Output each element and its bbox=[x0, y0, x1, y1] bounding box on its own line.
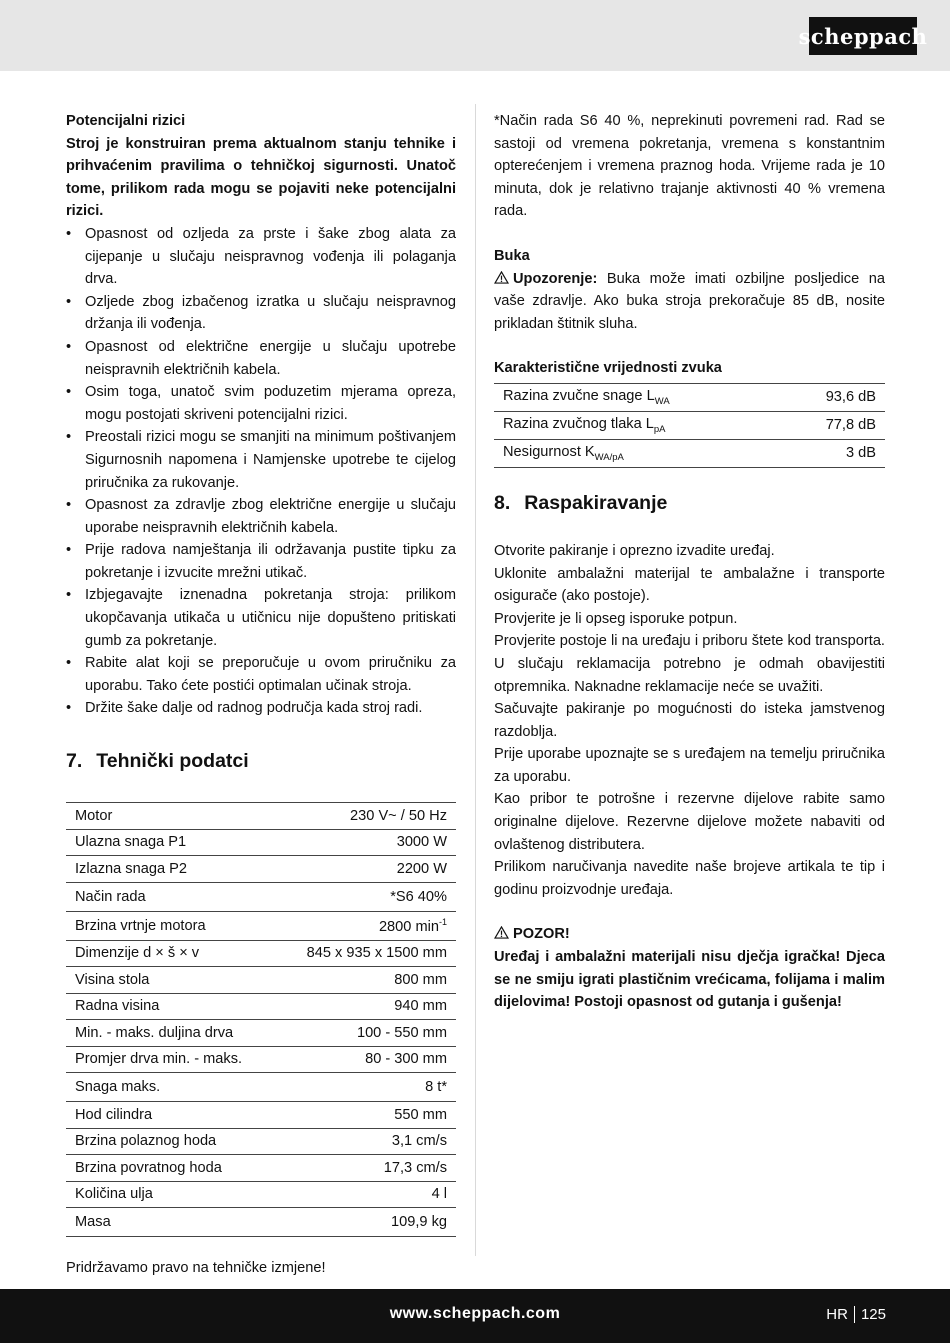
column-divider bbox=[475, 104, 476, 1256]
sound-label-subscript: pA bbox=[653, 423, 666, 435]
spec-label: Visina stola bbox=[66, 967, 276, 994]
spec-value-superscript: -1 bbox=[438, 916, 447, 927]
spec-label: Način rada bbox=[66, 882, 276, 911]
table-row bbox=[66, 1181, 456, 1208]
caution-text: Uređaj i ambalažni materijali nisu dječja igračka! Djeca se ne smiju igrati plastičnim vrećicama, folijama i malim dijelovima! Postoji opasnost od gutanja i gušenja! bbox=[494, 949, 885, 1011]
warning-triangle-icon bbox=[494, 926, 509, 939]
table-row bbox=[66, 1208, 456, 1237]
unpack-paragraph: Sačuvajte pakiranje po mogućnosti do isteka jamstvenog razdoblja. bbox=[494, 701, 885, 740]
caution-title bbox=[494, 923, 885, 946]
noise-title: Buka bbox=[494, 247, 530, 264]
noise-warning bbox=[494, 268, 885, 336]
table-row bbox=[66, 940, 456, 967]
spec-label: Promjer drva min. - maks. bbox=[66, 1046, 276, 1073]
spec-label: Radna visina bbox=[66, 993, 276, 1020]
spec-label: Ulazna snaga P1 bbox=[66, 829, 276, 856]
section-title: Tehnički podatci bbox=[96, 750, 249, 773]
table-row bbox=[66, 1102, 456, 1129]
language-code: HR bbox=[826, 1306, 848, 1323]
spec-label: Hod cilindra bbox=[66, 1102, 276, 1129]
unpack-paragraph: Provjerite je li opseg isporuke potpun. bbox=[494, 610, 738, 627]
list-item: • Ozljede zbog izbačenog izratka u slučaju neispravnog držanja ili vođenja. bbox=[66, 291, 456, 336]
warning-triangle-icon bbox=[494, 271, 509, 284]
sound-value: 93,6 dB bbox=[779, 383, 885, 411]
spec-label: Motor bbox=[66, 803, 276, 830]
table-row bbox=[494, 411, 885, 439]
list-item: • Opasnost za zdravlje zbog električne energije u slučaju uporabe neispravnih električnih kabela. bbox=[66, 494, 456, 539]
sound-label: Nesigurnost K bbox=[503, 443, 595, 460]
table-row bbox=[66, 856, 456, 883]
spec-value: 800 mm bbox=[276, 967, 456, 994]
list-item: • Prije radova namještanja ili održavanja pustite tipku za pokretanje i izvucite mrežni utikač. bbox=[66, 539, 456, 584]
page-indicator bbox=[826, 1306, 886, 1323]
spec-value: 845 x 935 x 1500 mm bbox=[276, 940, 456, 967]
spec-value: 2800 min bbox=[378, 918, 439, 935]
right-column bbox=[494, 110, 885, 1014]
table-row bbox=[66, 1046, 456, 1073]
sound-label: Razina zvučne snage L bbox=[503, 387, 655, 404]
scheppach-logo: scheppach bbox=[809, 17, 917, 55]
page-header bbox=[0, 0, 950, 71]
sound-label-subscript: WA bbox=[654, 395, 670, 407]
section-8-heading bbox=[494, 490, 885, 516]
sound-value: 77,8 dB bbox=[779, 411, 885, 439]
list-item: • Opasnost od električne energije u slučaju upotrebe neispravnih električnih kabela. bbox=[66, 336, 456, 381]
list-item: • Izbjegavajte iznenadna pokretanja stroja: prilikom ukopčavanja utikača u utičnicu nije dopušteno pritiskati gumb za pokretanje. bbox=[66, 584, 456, 652]
section-number: 7. bbox=[66, 750, 83, 773]
footer-separator bbox=[854, 1306, 855, 1323]
footer-url[interactable]: www.scheppach.com bbox=[389, 1305, 561, 1322]
left-column bbox=[66, 110, 456, 1280]
table-row bbox=[66, 1128, 456, 1155]
section-7-heading bbox=[66, 748, 456, 774]
table-row bbox=[66, 1020, 456, 1047]
noise-warning-label: Upozorenje: bbox=[513, 270, 598, 287]
spec-label: Dimenzije d × š × v bbox=[66, 940, 276, 967]
spec-value: 8 t* bbox=[276, 1073, 456, 1102]
spec-label: Brzina polaznog hoda bbox=[66, 1128, 276, 1155]
spec-label: Količina ulja bbox=[66, 1181, 276, 1208]
table-row bbox=[66, 1155, 456, 1182]
caution-label: POZOR! bbox=[513, 926, 570, 943]
list-item: • Rabite alat koji se preporučuje u ovom priručniku za uporabu. Tako ćete postići optimalan učinak stroja. bbox=[66, 652, 456, 697]
spec-value: 109,9 kg bbox=[276, 1208, 456, 1237]
spec-value: 100 - 550 mm bbox=[276, 1020, 456, 1047]
unpack-text bbox=[494, 540, 885, 902]
spec-value-cell bbox=[276, 911, 456, 940]
spec-table bbox=[66, 802, 456, 1237]
page-footer bbox=[0, 1289, 950, 1343]
unpack-paragraph: Uklonite ambalažni materijal te ambalažne i transporte osigurače (ako postoje). bbox=[494, 565, 885, 605]
table-row bbox=[66, 882, 456, 911]
sound-label-cell bbox=[494, 439, 779, 467]
reserve-note: Pridržavamo pravo na tehničke izmjene! bbox=[66, 1260, 326, 1277]
spec-value: 2200 W bbox=[276, 856, 456, 883]
spec-label: Masa bbox=[66, 1208, 276, 1237]
sound-value: 3 dB bbox=[779, 439, 885, 467]
spec-value: 3000 W bbox=[276, 829, 456, 856]
sound-label: Razina zvučnog tlaka L bbox=[503, 415, 654, 432]
page-number: 125 bbox=[860, 1306, 886, 1323]
unpack-paragraph: Prilikom naručivanja navedite naše brojeve artikala te tip i godinu proizvodnje uređaja. bbox=[494, 859, 885, 898]
spec-label: Snaga maks. bbox=[66, 1073, 276, 1102]
risks-intro: Stroj je konstruiran prema aktualnom stanju tehnike i prihvaćenim pravilima o tehničkoj sigurnosti. Unatoč tome, prilikom rada mogu se pojaviti neke potencijalni rizici. bbox=[66, 135, 456, 220]
noise-warning-text: Buka može imati ozbiljne posljedice na vaše zdravlje. Ako buka stroja prekoračuje 85 dB, nosite prikladan štitnik sluha. bbox=[494, 270, 885, 332]
section-title: Raspakiravanje bbox=[524, 491, 668, 514]
table-row bbox=[66, 803, 456, 830]
list-item: • Držite šake dalje od radnog područja kada stroj radi. bbox=[66, 697, 456, 720]
table-row bbox=[66, 829, 456, 856]
spec-value: 4 l bbox=[276, 1181, 456, 1208]
risks-list bbox=[66, 223, 456, 720]
spec-value: 80 - 300 mm bbox=[276, 1046, 456, 1073]
unpack-paragraph: Otvorite pakiranje i oprezno izvadite uređaj. bbox=[494, 542, 775, 559]
unpack-paragraph: Provjerite postoje li na uređaju i priboru štete kod transporta. U slučaju reklamacija potrebno je odmah obavijestiti otpremnika. Naknadne reklamacije neće se uvažiti. bbox=[494, 633, 885, 695]
table-row bbox=[66, 967, 456, 994]
table-row bbox=[494, 439, 885, 467]
sound-label-subscript: WA/pA bbox=[594, 451, 624, 463]
table-row bbox=[494, 383, 885, 411]
sound-title: Karakteristične vrijednosti zvuka bbox=[494, 360, 722, 377]
sound-label-cell bbox=[494, 383, 779, 411]
list-item: • Preostali rizici mogu se smanjiti na minimum poštivanjem Sigurnosnih napomena i Namjenske upotrebe te cijelog priručnika za rukovanje. bbox=[66, 426, 456, 494]
spec-value: 940 mm bbox=[276, 993, 456, 1020]
risks-title: Potencijalni rizici bbox=[66, 113, 186, 129]
spec-value: 17,3 cm/s bbox=[276, 1155, 456, 1182]
spec-label: Min. - maks. duljina drva bbox=[66, 1020, 276, 1047]
operating-mode-note: *Način rada S6 40 %, neprekinuti povremeni rad. Rad se sastoji od vremena pokretanja, vremena s konstantnim opterećenjem i vremena praznog hoda. Vrijeme rada je 10 minuta, dok je relativno trajanje aktivnosti 40 % vremena rada. bbox=[494, 113, 885, 220]
spec-label: Brzina vrtnje motora bbox=[66, 911, 276, 940]
list-item: • Opasnost od ozljeda za prste i šake zbog alata za cijepanje u slučaju neispravnog vođenja ili polaganja drva. bbox=[66, 223, 456, 291]
table-row bbox=[66, 993, 456, 1020]
table-row bbox=[66, 911, 456, 940]
section-number: 8. bbox=[494, 491, 511, 514]
sound-label-cell bbox=[494, 411, 779, 439]
spec-label: Izlazna snaga P2 bbox=[66, 856, 276, 883]
spec-value: *S6 40% bbox=[276, 882, 456, 911]
unpack-paragraph: Prije uporabe upoznajte se s uređajem na temelju priručnika za uporabu. bbox=[494, 746, 885, 785]
spec-value: 3,1 cm/s bbox=[276, 1128, 456, 1155]
unpack-paragraph: Kao pribor te potrošne i rezervne dijelove rabite samo originalne dijelove. Rezervne dijelove možete nabaviti od ovlaštenog distributera. bbox=[494, 791, 885, 853]
table-row bbox=[66, 1073, 456, 1102]
spec-value: 550 mm bbox=[276, 1102, 456, 1129]
spec-value: 230 V~ / 50 Hz bbox=[276, 803, 456, 830]
sound-table bbox=[494, 383, 885, 468]
spec-label: Brzina povratnog hoda bbox=[66, 1155, 276, 1182]
list-item: • Osim toga, unatoč svim poduzetim mjerama opreza, mogu postojati skriveni potencijalni rizici. bbox=[66, 381, 456, 426]
